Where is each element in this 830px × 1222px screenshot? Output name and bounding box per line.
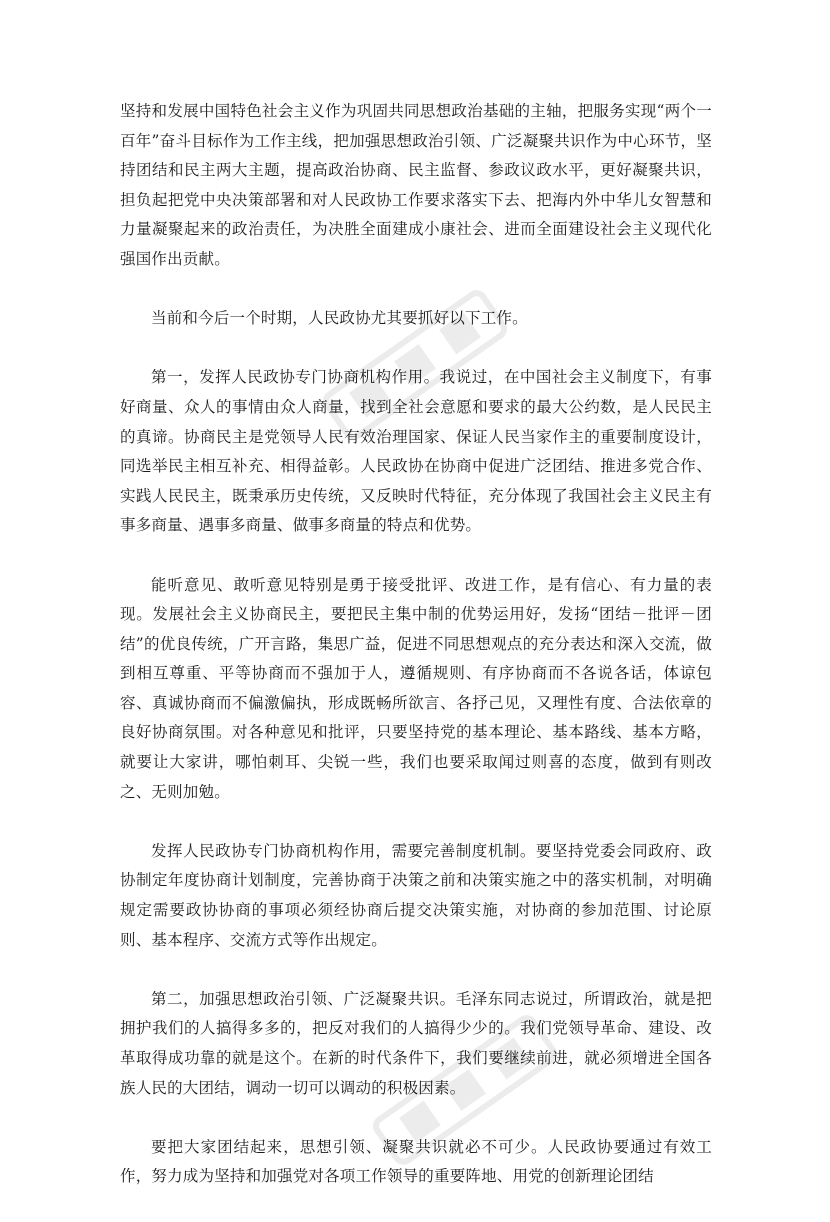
paragraph: 当前和今后一个时期，人民政协尤其要抓好以下工作。 (151, 309, 528, 328)
paragraph: 第二，加强思想政治引领、广泛凝聚共识。毛泽东同志说过，所谓政治，就是把拥护我们的人搞得多多的，把反对我们的人搞得少少的。我们党领导革命、建设、改革取得成功靠的就是这个。在新的时代条件下，我们要继续前进，就必须增进全国各族人民的大团结，调动一切可以调动的积极因素。 (120, 989, 712, 1097)
paragraph: 发挥人民政协专门协商机构作用，需要完善制度机制。要坚持党委会同政府、政协制定年度协商计划制度，完善协商于决策之前和决策实施之中的落实机制，对明确规定需要政协协商的事项必须经协商后提交决策实施，对协商的参加范围、讨论原则、基本程序、交流方式等作出规定。 (120, 841, 712, 949)
paragraph: 坚持和发展中国特色社会主义作为巩固共同思想政治基础的主轴，把服务实现“两个一百年”奋斗目标作为工作主线，把加强思想政治引领、广泛凝聚共识作为中心环节，坚持团结和民主两大主题，提高政治协商、民主监督、参政议政水平，更好凝聚共识，担负起把党中央决策部署和对人民政协工作要求落实下去、把海内外中华儿女智慧和力量凝聚起来的政治责任，为决胜全面建成小康社会、进而全面建设社会主义现代化强国作出贡献。 (120, 102, 712, 268)
document-body (120, 97, 712, 1222)
paragraph: 要把大家团结起来，思想引领、凝聚共识就必不可少。人民政协要通过有效工作，努力成为坚持和加强党对各项工作领导的重要阵地、用党的创新理论团结 (120, 1137, 712, 1186)
paragraph: 能听意见、敢听意见特别是勇于接受批评、改进工作，是有信心、有力量的表现。发展社会主义协商民主，要把民主集中制的优势运用好，发扬“团结－批评－团结”的优良传统，广开言路，集思广益，促进不同思想观点的充分表达和深入交流，做到相互尊重、平等协商而不强加于人，遵循规则、有序协商而不各说各话，体谅包容、真诚协商而不偏激偏执，形成既畅所欲言、各抒己见，又理性有度、合法依章的良好协商氛围。对各种意见和批评，只要坚持党的基本理论、基本路线、基本方略，就要让大家讲，哪怕刺耳、尖锐一些，我们也要采取闻过则喜的态度，做到有则改之、无则加勉。 (120, 575, 712, 801)
paragraph: 第一，发挥人民政协专门协商机构作用。我说过，在中国社会主义制度下，有事好商量、众人的事情由众人商量，找到全社会意愿和要求的最大公约数，是人民民主的真谛。协商民主是党领导人民有效治理国家、保证人民当家作主的重要制度设计，同选举民主相互补充、相得益彰。人民政协在协商中促进广泛团结、推进多党合作、实践人民民主，既秉承历史传统，又反映时代特征，充分体现了我国社会主义民主有事多商量、遇事多商量、做事多商量的特点和优势。 (120, 368, 712, 535)
